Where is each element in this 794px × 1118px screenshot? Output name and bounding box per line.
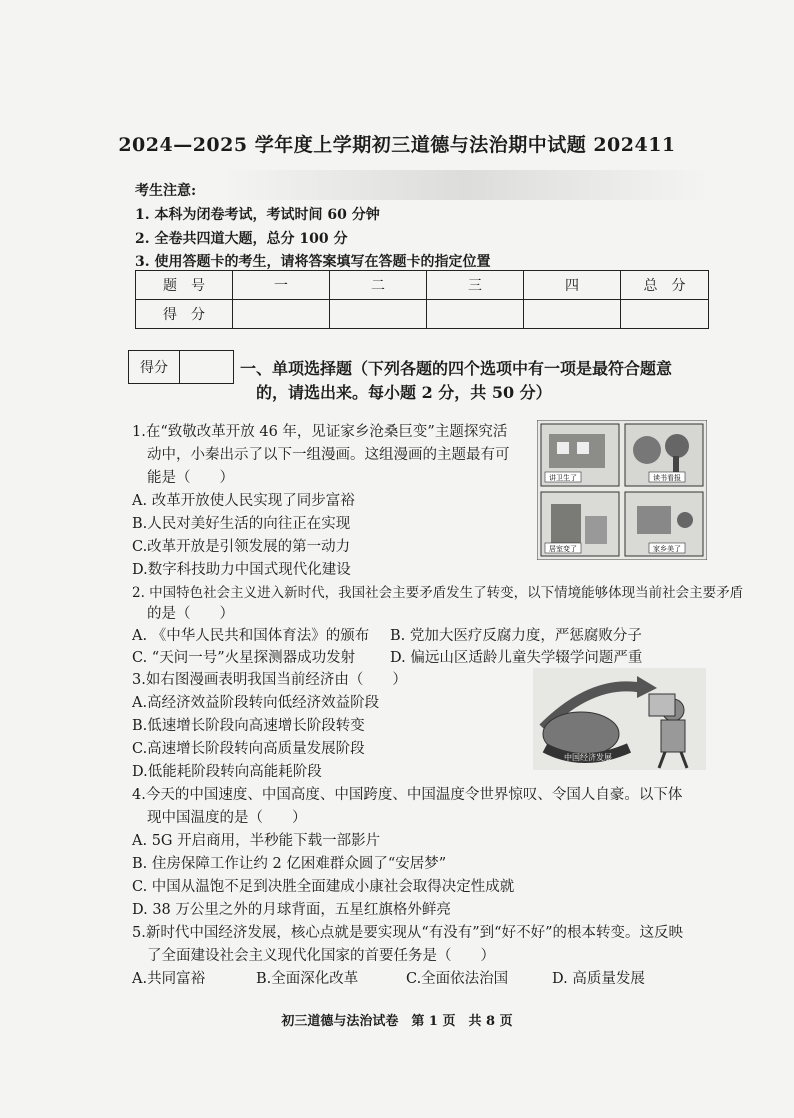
question-2-stem: 的是（ ）: [147, 606, 234, 622]
comic-caption: 讲卫生了: [549, 474, 577, 482]
question-5-stem: 5.新时代中国经济发展，核心点就是要实现从“有没有”到“好不好”的根本转变。这反映: [132, 925, 683, 941]
question-4-stem: 现中国温度的是（ ）: [147, 810, 307, 826]
section-heading-cont: 的，请选出来。每小题 2 分，共 50 分）: [256, 383, 552, 402]
q2-option-b[interactable]: B. 党加大医疗反腐力度，严惩腐败分子: [390, 628, 642, 644]
section-score-box: [128, 350, 234, 384]
notice-heading: 考生注意:: [135, 183, 197, 199]
section-score-field[interactable]: [180, 351, 233, 383]
section-heading: 一、单项选择题（下列各题的四个选项中有一项是最符合题意: [240, 359, 673, 378]
q5-option-c[interactable]: C.全面依法治国: [406, 971, 509, 987]
comic-caption: 居室变了: [549, 545, 577, 553]
comic-caption: 家乡美了: [653, 545, 681, 553]
score-header-cell: 题 号: [136, 271, 233, 300]
q3-option-d[interactable]: D.低能耗阶段转向高能耗阶段: [132, 764, 322, 780]
score-header-cell: 总 分: [621, 271, 709, 300]
page-footer: 初三道德与法治试卷 第 1 页 共 8 页: [281, 1014, 513, 1029]
q2-option-c[interactable]: C. “天问一号”火星探测器成功发射: [132, 650, 356, 666]
score-cell[interactable]: [233, 300, 330, 329]
comic-caption: 读书看报: [653, 474, 681, 482]
score-header-cell: 四: [524, 271, 621, 300]
question-2-stem: 2. 中国特色社会主义进入新时代，我国社会主要矛盾发生了转变，以下情境能够体现当前社会主要矛盾: [132, 585, 744, 601]
question-5-stem: 了全面建设社会主义现代化国家的首要任务是（ ）: [147, 948, 495, 964]
q4-option-a[interactable]: A. 5G 开启商用，半秒能下载一部影片: [132, 833, 381, 849]
q3-option-c[interactable]: C.高速增长阶段转向高质量发展阶段: [132, 741, 365, 757]
score-header-cell: 三: [427, 271, 524, 300]
score-header-cell: 二: [330, 271, 427, 300]
q4-option-d[interactable]: D. 38 万公里之外的月球背面，五星红旗格外鲜亮: [132, 902, 451, 918]
q1-option-a[interactable]: A. 改革开放使人民实现了同步富裕: [132, 493, 355, 509]
q1-option-b[interactable]: B.人民对美好生活的向往正在实现: [132, 516, 351, 532]
q5-option-b[interactable]: B.全面深化改革: [256, 971, 359, 987]
notice-item: 2. 全卷共四道大题，总分 100 分: [135, 231, 348, 247]
notice-item: 1. 本科为闭卷考试，考试时间 60 分钟: [135, 207, 380, 223]
question-1-stem: 动中，小秦出示了以下一组漫画。这组漫画的主题最有可: [147, 447, 510, 463]
economy-comic: [533, 668, 706, 770]
score-header-cell: 一: [233, 271, 330, 300]
question-1-stem: 能是（ ）: [147, 470, 234, 486]
score-cell[interactable]: [330, 300, 427, 329]
notice-item: 3. 使用答题卡的考生，请将答案填写在答题卡的指定位置: [135, 254, 491, 270]
question-1-stem: 1.在“致敬改革开放 46 年，见证家乡沧桑巨变”主题探究活: [132, 424, 508, 440]
q4-option-b[interactable]: B. 住房保障工作让约 2 亿困难群众圆了“安居梦”: [132, 856, 447, 872]
q1-option-d[interactable]: D.数字科技助力中国式现代化建设: [132, 562, 351, 578]
question-4-stem: 4.今天的中国速度、中国高度、中国跨度、中国温度令世界惊叹、令国人自豪。以下体: [132, 787, 683, 803]
q3-option-a[interactable]: A.高经济效益阶段转向低经济效益阶段: [132, 695, 380, 711]
question-3-stem: 3.如右图漫画表明我国当前经济由（ ）: [132, 672, 407, 688]
q5-option-a[interactable]: A.共同富裕: [132, 971, 206, 987]
q1-option-c[interactable]: C.改革开放是引领发展的第一动力: [132, 539, 351, 555]
q2-option-a[interactable]: A. 《中华人民共和国体育法》的颁布: [132, 628, 370, 644]
q5-option-d[interactable]: D. 高质量发展: [552, 971, 645, 987]
score-table: [135, 270, 709, 329]
q2-option-d[interactable]: D. 偏远山区适龄儿童失学辍学问题严重: [390, 650, 643, 666]
score-cell[interactable]: [427, 300, 524, 329]
comic-illustration: [537, 420, 707, 560]
scan-smudge: [220, 170, 710, 200]
economy-caption: 中国经济发展: [564, 753, 612, 762]
section-score-label: 得分: [129, 351, 180, 383]
q3-option-b[interactable]: B.低速增长阶段向高速增长阶段转变: [132, 718, 365, 734]
score-cell[interactable]: [524, 300, 621, 329]
q4-option-c[interactable]: C. 中国从温饱不足到决胜全面建成小康社会取得决定性成就: [132, 879, 515, 895]
score-row-label: 得 分: [136, 300, 233, 329]
score-cell[interactable]: [621, 300, 709, 329]
page-title: 2024—2025 学年度上学期初三道德与法治期中试题 202411: [118, 134, 676, 156]
